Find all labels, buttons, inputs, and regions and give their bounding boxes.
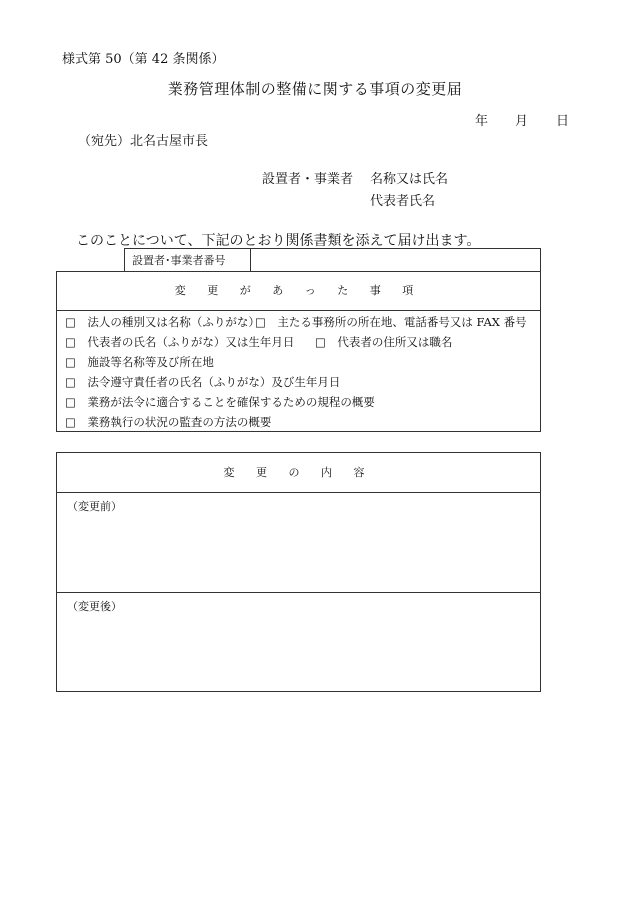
- checkbox-representative-name[interactable]: □ 代表者の氏名（ふりがな）又は生年月日: [65, 335, 295, 349]
- change-contents-heading: 変 更 の 内 容: [57, 453, 540, 493]
- name-label: 名称又は氏名: [370, 172, 449, 187]
- checkbox-compliance-rules[interactable]: □ 業務が法令に適合することを確保するための規程の概要: [65, 395, 375, 409]
- after-change-area[interactable]: [57, 593, 540, 693]
- form-number: 様式第 50（第 42 条関係）: [62, 52, 225, 67]
- date-day-label: 日: [556, 114, 570, 129]
- operator-number-row: [124, 248, 541, 272]
- date-month-label: 月: [515, 114, 529, 129]
- date-year-label: 年: [475, 114, 489, 129]
- applicant-label: 設置者・事業者: [262, 172, 354, 187]
- before-change-label: （変更前）: [67, 500, 122, 513]
- checkbox-office-address[interactable]: □ 主たる事務所の所在地、電話番号又は FAX 番号: [255, 315, 527, 329]
- before-change-area[interactable]: [57, 493, 540, 593]
- checkbox-compliance-officer[interactable]: □ 法令遵守責任者の氏名（ふりがな）及び生年月日: [65, 375, 341, 389]
- document-title: 業務管理体制の整備に関する事項の変更届: [167, 80, 463, 98]
- changed-items-heading: 変 更 が あ っ た 事 項: [57, 272, 540, 311]
- changed-items-table: [56, 271, 541, 432]
- checkbox-representative-address[interactable]: □ 代表者の住所又は職名: [315, 335, 453, 349]
- checkbox-corporation-name[interactable]: □ 法人の種別又は名称（ふりがな）: [65, 315, 260, 329]
- operator-number-label: 設置者･事業者番号: [125, 249, 251, 272]
- after-change-label: （変更後）: [67, 600, 122, 613]
- change-contents-table: [56, 452, 541, 692]
- checkbox-audit-method[interactable]: □ 業務執行の状況の監査の方法の概要: [65, 415, 272, 429]
- checkbox-facility-name[interactable]: □ 施設等名称等及び所在地: [65, 355, 214, 369]
- addressee: （宛先）北名古屋市長: [78, 134, 209, 149]
- representative-label: 代表者氏名: [370, 194, 436, 209]
- intro-text: このことについて、下記のとおり関係書類を添えて届け出ます。: [76, 233, 481, 249]
